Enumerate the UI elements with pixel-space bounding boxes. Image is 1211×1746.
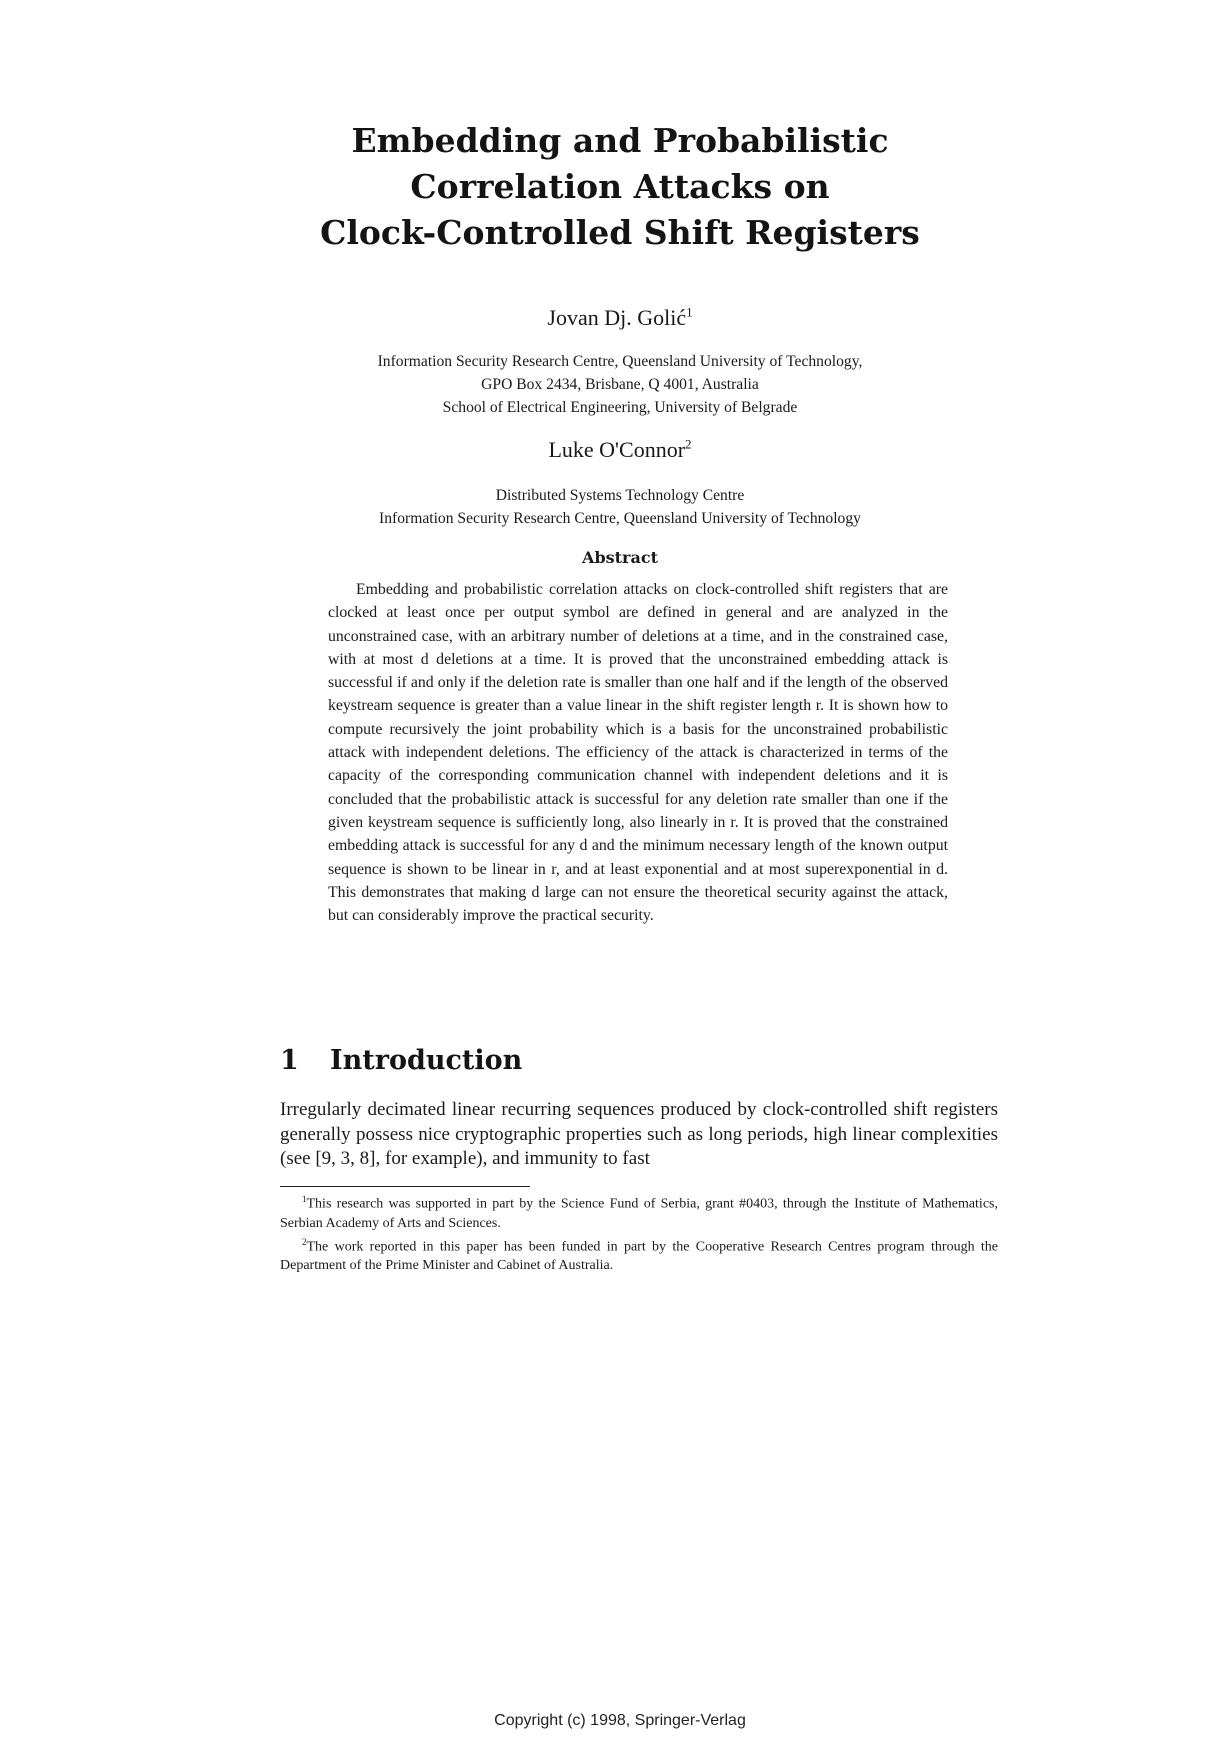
footnote-mark: 2 xyxy=(685,436,692,452)
affiliation-golic xyxy=(270,350,970,419)
footnote-1 xyxy=(280,1190,998,1233)
affiliation-line: School of Electrical Engineering, University of Belgrade xyxy=(442,399,798,416)
footnote-text: This research was supported in part by the Science Fund of Serbia, grant #0403, through the Institute of Mathematics, Serbian Academy of Arts and Sciences. xyxy=(280,1196,998,1231)
affiliation-oconnor xyxy=(270,484,970,530)
affiliation-line: GPO Box 2434, Brisbane, Q 4001, Australia xyxy=(481,376,759,393)
author-name: Jovan Dj. Golić xyxy=(547,305,687,330)
footnote-mark: 1 xyxy=(302,1194,307,1204)
paper-title xyxy=(300,118,940,256)
footnote-mark: 1 xyxy=(686,304,693,320)
footnote-text: The work reported in this paper has been funded in part by the Cooperative Research Centres program through the Department of the Prime Minister and Cabinet of Australia. xyxy=(280,1239,998,1274)
title-line: Embedding and Probabilistic xyxy=(351,121,889,160)
intro-paragraph: Irregularly decimated linear recurring sequences produced by clock-controlled shift registers generally possess nice cryptographic properties such as long periods, high linear complexities (see [9, 3, 8], for example), and immunity to fast xyxy=(280,1099,998,1169)
footnotes xyxy=(280,1190,998,1275)
author-golic xyxy=(300,305,940,331)
affiliation-line: Information Security Research Centre, Queensland University of Technology, xyxy=(377,353,863,370)
copyright-notice: Copyright (c) 1998, Springer-Verlag xyxy=(494,1712,746,1729)
footnote-divider xyxy=(280,1186,530,1187)
section-number: 1 xyxy=(280,1045,299,1076)
title-line: Clock-Controlled Shift Registers xyxy=(320,213,920,252)
author-oconnor xyxy=(300,437,940,463)
title-line: Correlation Attacks on xyxy=(410,167,830,206)
footnote-mark: 2 xyxy=(302,1236,307,1247)
section-title: Introduction xyxy=(330,1045,523,1076)
section-heading xyxy=(280,1045,522,1076)
abstract-heading: Abstract xyxy=(582,548,658,567)
abstract-text: Embedding and probabilistic correlation attacks on clock-controlled shift registers that are clocked at least once per output symbol are defined in general and are analyzed in the unconstrained case, with an arbitrary number of deletions at a time, and in the constrained case, with at most d deletions at a time. It is proved that the unconstrained embedding attack is successful if and only if the deletion rate is smaller than one half and if the length of the observed keystream sequence is greater than a value linear in the shift register length r. It is shown how to compute recursively the joint probability which is a basis for the unconstrained probabilistic attack with independent deletions. The efficiency of the attack is characterized in terms of the capacity of the corresponding communication channel with independent deletions and it is concluded that the probabilistic attack is successful for any deletion rate smaller than one if the given keystream sequence is sufficiently long, also linearly in r. It is proved that the constrained embedding attack is successful for any d and the minimum necessary length of the known output sequence is shown to be linear in r, and at least exponential and at most superexponential in d. This demonstrates that making d large can not ensure the theoretical security against the attack, but can considerably improve the practical security. xyxy=(328,581,948,925)
footnote-2 xyxy=(280,1233,998,1276)
affiliation-line: Information Security Research Centre, Queensland University of Technology xyxy=(379,510,861,527)
author-name: Luke O'Connor xyxy=(548,437,686,462)
affiliation-line: Distributed Systems Technology Centre xyxy=(495,487,745,504)
